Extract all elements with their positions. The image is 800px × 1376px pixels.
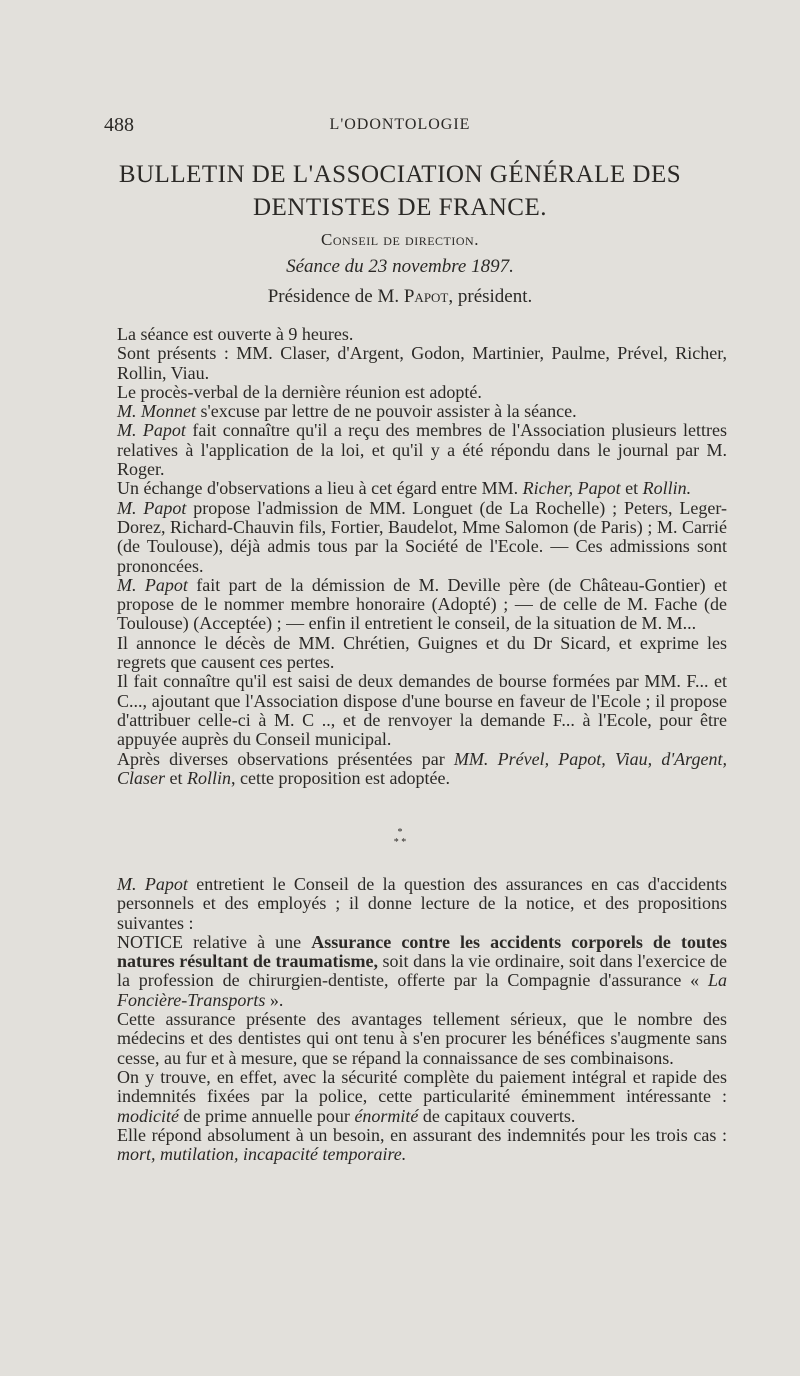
paragraph-text: Elle répond absolument à un besoin, en assurant des indemnités pour les trois cas : [117, 1124, 727, 1145]
insurance-section [117, 875, 727, 1164]
bulletin-title [90, 158, 710, 224]
paragraph [117, 1126, 727, 1165]
asterism-separator [0, 828, 800, 848]
asterism-bottom: * * [393, 837, 407, 848]
paragraph [117, 383, 727, 402]
paragraph [117, 933, 727, 1010]
paragraph-text: Cette assurance présente des avantages tellement sérieux, que le nombre des médecins et des dentistes qui ont tenu à s'en procurer les bénéfices s'augmente sans cesse, au fur et à mesure, que se répand la connaissance de ses combinaisons. [117, 1009, 727, 1068]
paragraph-text: s'excuse par lettre de ne pouvoir assister à la séance. [195, 401, 577, 422]
paragraph-text: fait part de la démission de M. Deville père (de Château-Gontier) et propose de le nommer membre honoraire (Adopté) ; — de celle de M. Fache (de Toulouse) (Acceptée) ; — enfin il entretient le conseil, de la situation de M. M... [117, 574, 727, 634]
paragraph-italic: modicité [117, 1105, 179, 1126]
paragraph-lead: M. Monnet [117, 401, 196, 422]
running-header [0, 114, 800, 138]
paragraph-text: de prime annuelle pour [178, 1105, 355, 1126]
paragraph [117, 634, 727, 673]
presidency-line [0, 286, 800, 308]
paragraph-bold: Assurance contre les accidents corporels de toutes natures résultant de traumatisme, [117, 931, 727, 972]
paragraph-text: Sont présents : MM. Claser, d'Argent, Godon, Martinier, Paulme, Prével, Richer, Rollin, Viau. [117, 343, 727, 383]
paragraph-italic: énormité [354, 1105, 419, 1126]
paragraph-text: et [165, 767, 188, 788]
paragraph-lead: M. Papot [117, 574, 188, 595]
president-name: Papot [403, 286, 449, 307]
paragraph-italic: mort, mutilation, incapacité temporaire. [117, 1144, 407, 1165]
journal-title: L'ODONTOLOGIE [329, 116, 471, 133]
paragraph [117, 325, 727, 344]
asterism-top: * [397, 827, 403, 838]
paragraph [117, 344, 727, 383]
paragraph-text: La séance est ouverte à 9 heures. [117, 324, 354, 344]
paragraph [117, 672, 727, 749]
title-line-1: BULLETIN DE L'ASSOCIATION GÉNÉRALE DES [118, 161, 682, 188]
paragraph [117, 402, 727, 421]
paragraph [117, 421, 727, 479]
paragraph [117, 1010, 727, 1068]
paragraph-text: propose l'admission de MM. Longuet (de La Rochelle) ; Peters, Leger-Dorez, Richard-Chauvin fils, Fortier, Baudelot, Mme Salomon (de Paris) ; M. Carrié (de Toulouse), déjà admis tous par la Société de l'Ecole. — Ces admissions sont prononcées. [117, 497, 727, 576]
presidency-before: Présidence de M. [267, 286, 404, 307]
council-heading: Conseil de direction. [321, 230, 479, 249]
paragraph-italic: MM. Prével, Papot, Viau, d'Argent, Claser [117, 748, 727, 788]
presidency-after: , président. [448, 286, 533, 307]
paragraph [117, 479, 727, 498]
paragraph-text: Un échange d'observations a lieu à cet égard entre MM. [117, 478, 523, 499]
paragraph-text: Le procès-verbal de la dernière réunion est adopté. [117, 381, 482, 402]
paragraph-text: soit dans la vie ordinaire, soit dans l'exercice de la profession de chirurgien-dentiste, offerte par la Compagnie d'assurance « [117, 951, 727, 991]
paragraph-italic: La Foncière-Transports [117, 970, 727, 1010]
paragraph-text: et [620, 478, 643, 499]
minutes-body [117, 325, 727, 788]
paragraph-lead: M. Papot [117, 420, 186, 441]
paragraph [117, 499, 727, 576]
paragraph-italic: Rollin. [642, 478, 692, 499]
paragraph-text: ». [265, 989, 284, 1010]
session-date: Séance du 23 novembre 1897. [286, 256, 514, 277]
paragraph-text: Il annonce le décès de MM. Chrétien, Guignes et du Dr Sicard, et exprime les regrets que causent ces pertes. [117, 632, 727, 673]
paragraph-text: On y trouve, en effet, avec la sécurité complète du paiement intégral et rapide des indemnités fixées par la police, cette particularité éminemment intéressante : [117, 1066, 727, 1107]
paragraph [117, 1068, 727, 1126]
paragraph [117, 875, 727, 933]
paragraph-text: de capitaux couverts. [418, 1105, 576, 1126]
paragraph-text: entretient le Conseil de la question des assurances en cas d'accidents personnels et des employés ; il donne lecture de la notice, et des propositions suivantes : [117, 874, 727, 933]
paragraph-text: Il fait connaître qu'il est saisi de deux demandes de bourse formées par MM. F... et C..., ajoutant que l'Association dispose d'une bourse en faveur de l'Ecole ; il propose d'attribuer celle-ci à M. C .., et de renvoyer la demande F... à l'Ecole, pour être appuyée auprès du Conseil municipal. [117, 671, 727, 750]
paragraph [117, 576, 727, 634]
paragraph-lead: M. Papot [117, 874, 188, 894]
paragraph-text: fait connaître qu'il a reçu des membres de l'Association plusieurs lettres relatives à l'application de la loi, et qu'il y a été répondu dans le journal par M. Roger. [117, 420, 727, 480]
title-line-2: DENTISTES DE FRANCE. [252, 194, 548, 221]
page-number: 488 [104, 114, 134, 136]
paragraph-text: NOTICE relative à une [117, 931, 312, 952]
paragraph-text: , cette proposition est adoptée. [231, 767, 450, 788]
paragraph-lead: M. Papot [117, 497, 187, 518]
paragraph-text: Après diverses observations présentées par [117, 748, 454, 769]
paragraph-italic: Richer, Papot [522, 478, 621, 499]
paragraph-italic: Rollin [187, 767, 232, 788]
paragraph [117, 750, 727, 789]
